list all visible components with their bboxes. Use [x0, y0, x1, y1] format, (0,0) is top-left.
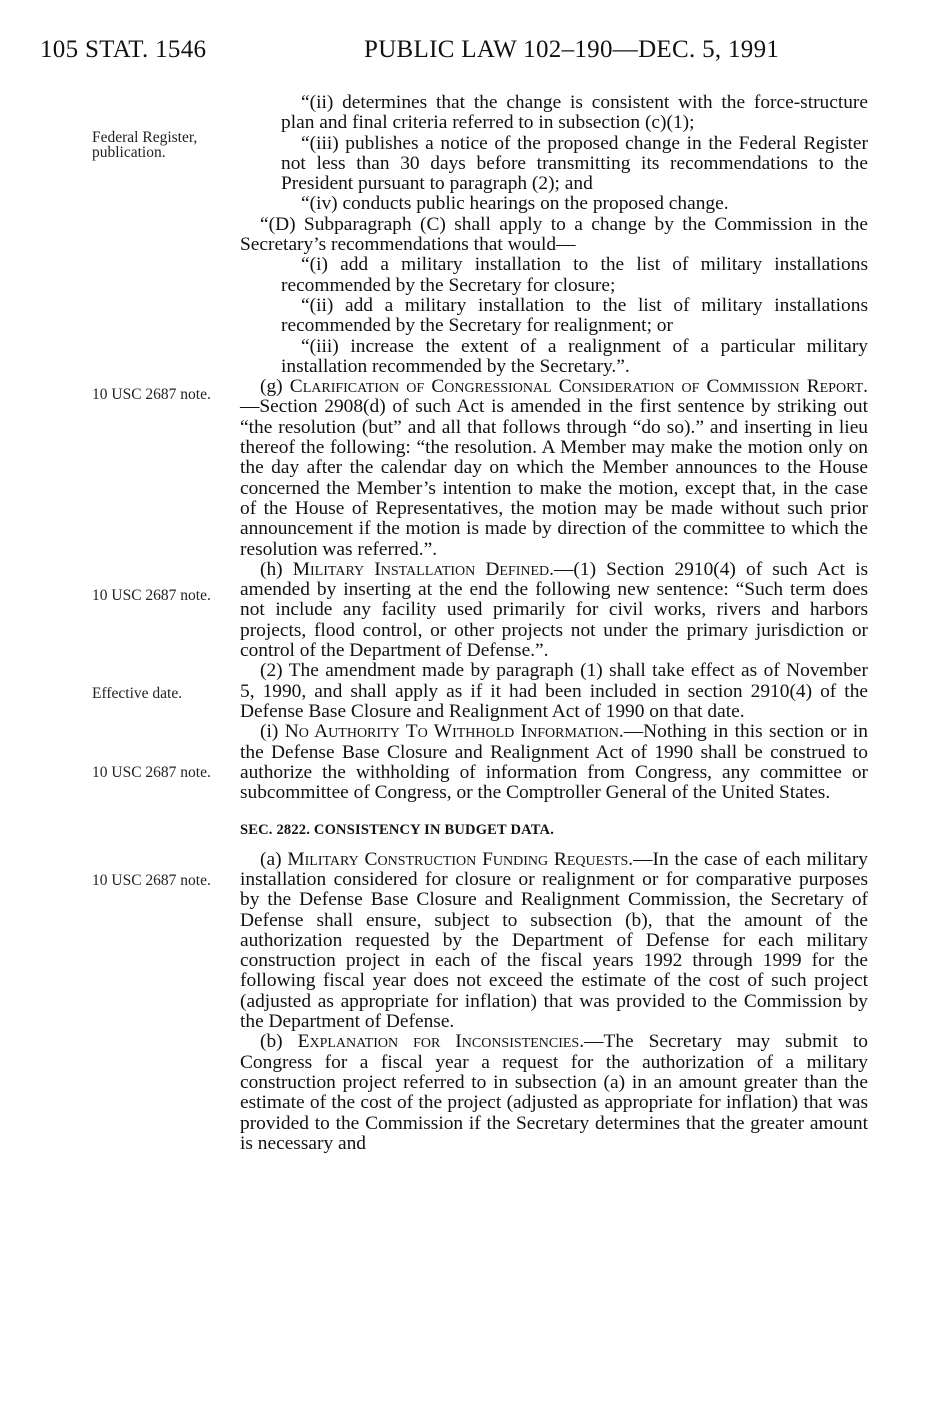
- margin-note-usc: 10 USC 2687 note.: [92, 587, 211, 604]
- section-heading: SEC. 2822. CONSISTENCY IN BUDGET DATA.: [240, 822, 555, 839]
- subsection-i-label: (i): [260, 721, 279, 743]
- clause-ii: “(ii) determines that the change is consistent with the force-structure plan and final criteria referred to in subsection (c)(1);: [281, 92, 868, 134]
- margin-note-effective-date: Effective date.: [92, 685, 183, 702]
- margin-note-usc: 10 USC 2687 note.: [92, 764, 211, 781]
- subsection-h-title: Military Installation Defined.: [292, 558, 555, 580]
- subparagraph-d: “(D) Subparagraph (C) shall apply to a change by the Commission in the Secretary’s recommendations that would—: [240, 213, 868, 256]
- subsection-b: [240, 1032, 868, 1154]
- public-law-citation: PUBLIC LAW 102–190—DEC. 5, 1991: [364, 36, 780, 63]
- subsection-g-title: Clarification of Congressional Consideration of Commission Report.: [289, 376, 868, 398]
- clause-d-ii: “(ii) add a military installation to the list of military installations recommended by the Secretary for realignment; or: [281, 294, 868, 337]
- page-header: [40, 36, 910, 76]
- subsection-h: [240, 560, 868, 661]
- subsection-h-label: (h): [260, 558, 283, 580]
- law-body-text: [240, 93, 868, 1154]
- margin-note-usc: 10 USC 2687 note.: [92, 872, 211, 889]
- subsection-i-title: No Authority To Withhold Information.: [284, 721, 624, 743]
- subsection-b-title: Explanation for Inconsistencies.: [297, 1031, 585, 1053]
- subsection-i-text: —Nothing in this section or in the Defense Base Closure and Realignment Act of 1990 shall be construed to authorize the withholding of information from Congress, any committee or subcommittee of Congress, or the Comptroller General of the United States.: [240, 721, 868, 804]
- subsection-a-text: —In the case of each military installation considered for closure or realignment or for comparative purposes by the Defense Base Closure and Realignment Commission, the Secretary of Defense shall ensure, subject to subsection (b), that the amount of the authorization requested by the Department of Defense for each military construction project in each of the fiscal years 1992 through 1999 for the following fiscal year does not exceed the estimate of the cost of such project (adjusted as appropriate for inflation) that was provided to the Commission by the Department of Defense.: [240, 848, 868, 1033]
- subsection-i: [240, 722, 868, 803]
- subsection-b-text: —The Secretary may submit to Congress for a fiscal year a request for the authorization of a military construction project referred to in subsection (a) in an amount greater than the estimate of the cost of the project (adjusted as appropriate for inflation) that was provided to the Commission if the Secretary determines that the greater amount is necessary and: [240, 1031, 868, 1154]
- subsection-g-label: (g): [260, 376, 283, 398]
- statute-page-number: 105 STAT. 1546: [40, 36, 207, 63]
- subsection-h-paragraph-2: (2) The amendment made by paragraph (1) shall take effect as of November 5, 1990, and shall apply as if it had been included in section 2910(4) of the Defense Base Closure and Realignment Act of 1990 on that date.: [240, 660, 868, 722]
- margin-note-federal-register: Federal Register, publication.: [92, 129, 198, 161]
- margin-note-usc: 10 USC 2687 note.: [92, 386, 211, 403]
- clause-iv: “(iv) conducts public hearings on the proposed change.: [301, 193, 729, 215]
- clause-d-iii: “(iii) increase the extent of a realignment of a particular military installation recommended by the Secretary.”.: [281, 335, 868, 377]
- subsection-a: [240, 850, 868, 1033]
- subsection-h-text: —(1) Section 2910(4) of such Act is amended by inserting at the end the following new sentence: “Such term does not include any facility used primarily for civil works, rivers and harbors projects, flood control, or other projects not under the primary jurisdiction or control of the Department of Defense.”.: [240, 558, 868, 662]
- clause-iii: “(iii) publishes a notice of the proposed change in the Federal Register not less than 30 days before transmitting its recommendations to the President pursuant to paragraph (2); and: [281, 132, 868, 195]
- subsection-b-label: (b): [260, 1031, 283, 1053]
- subsection-a-label: (a): [260, 848, 282, 870]
- subsection-g: [240, 377, 868, 560]
- subsection-g-text: —Section 2908(d) of such Act is amended in the first sentence by striking out “the resolution (but” and all that follows through “do so).” and inserting in lieu thereof the following: “the resolution. A Member may make the motion only on the day after the calendar day on which the Member announces to the House concerned the Member’s intention to make the motion, except that, in the case of the House of Representatives, the motion may be made without such prior announcement if the motion is made by direction of the committee to which the resolution was referred.”.: [240, 396, 868, 560]
- subsection-a-title: Military Construction Funding Requests.: [287, 848, 634, 870]
- clause-d-i: “(i) add a military installation to the list of military installations recommended by the Secretary for closure;: [281, 254, 868, 296]
